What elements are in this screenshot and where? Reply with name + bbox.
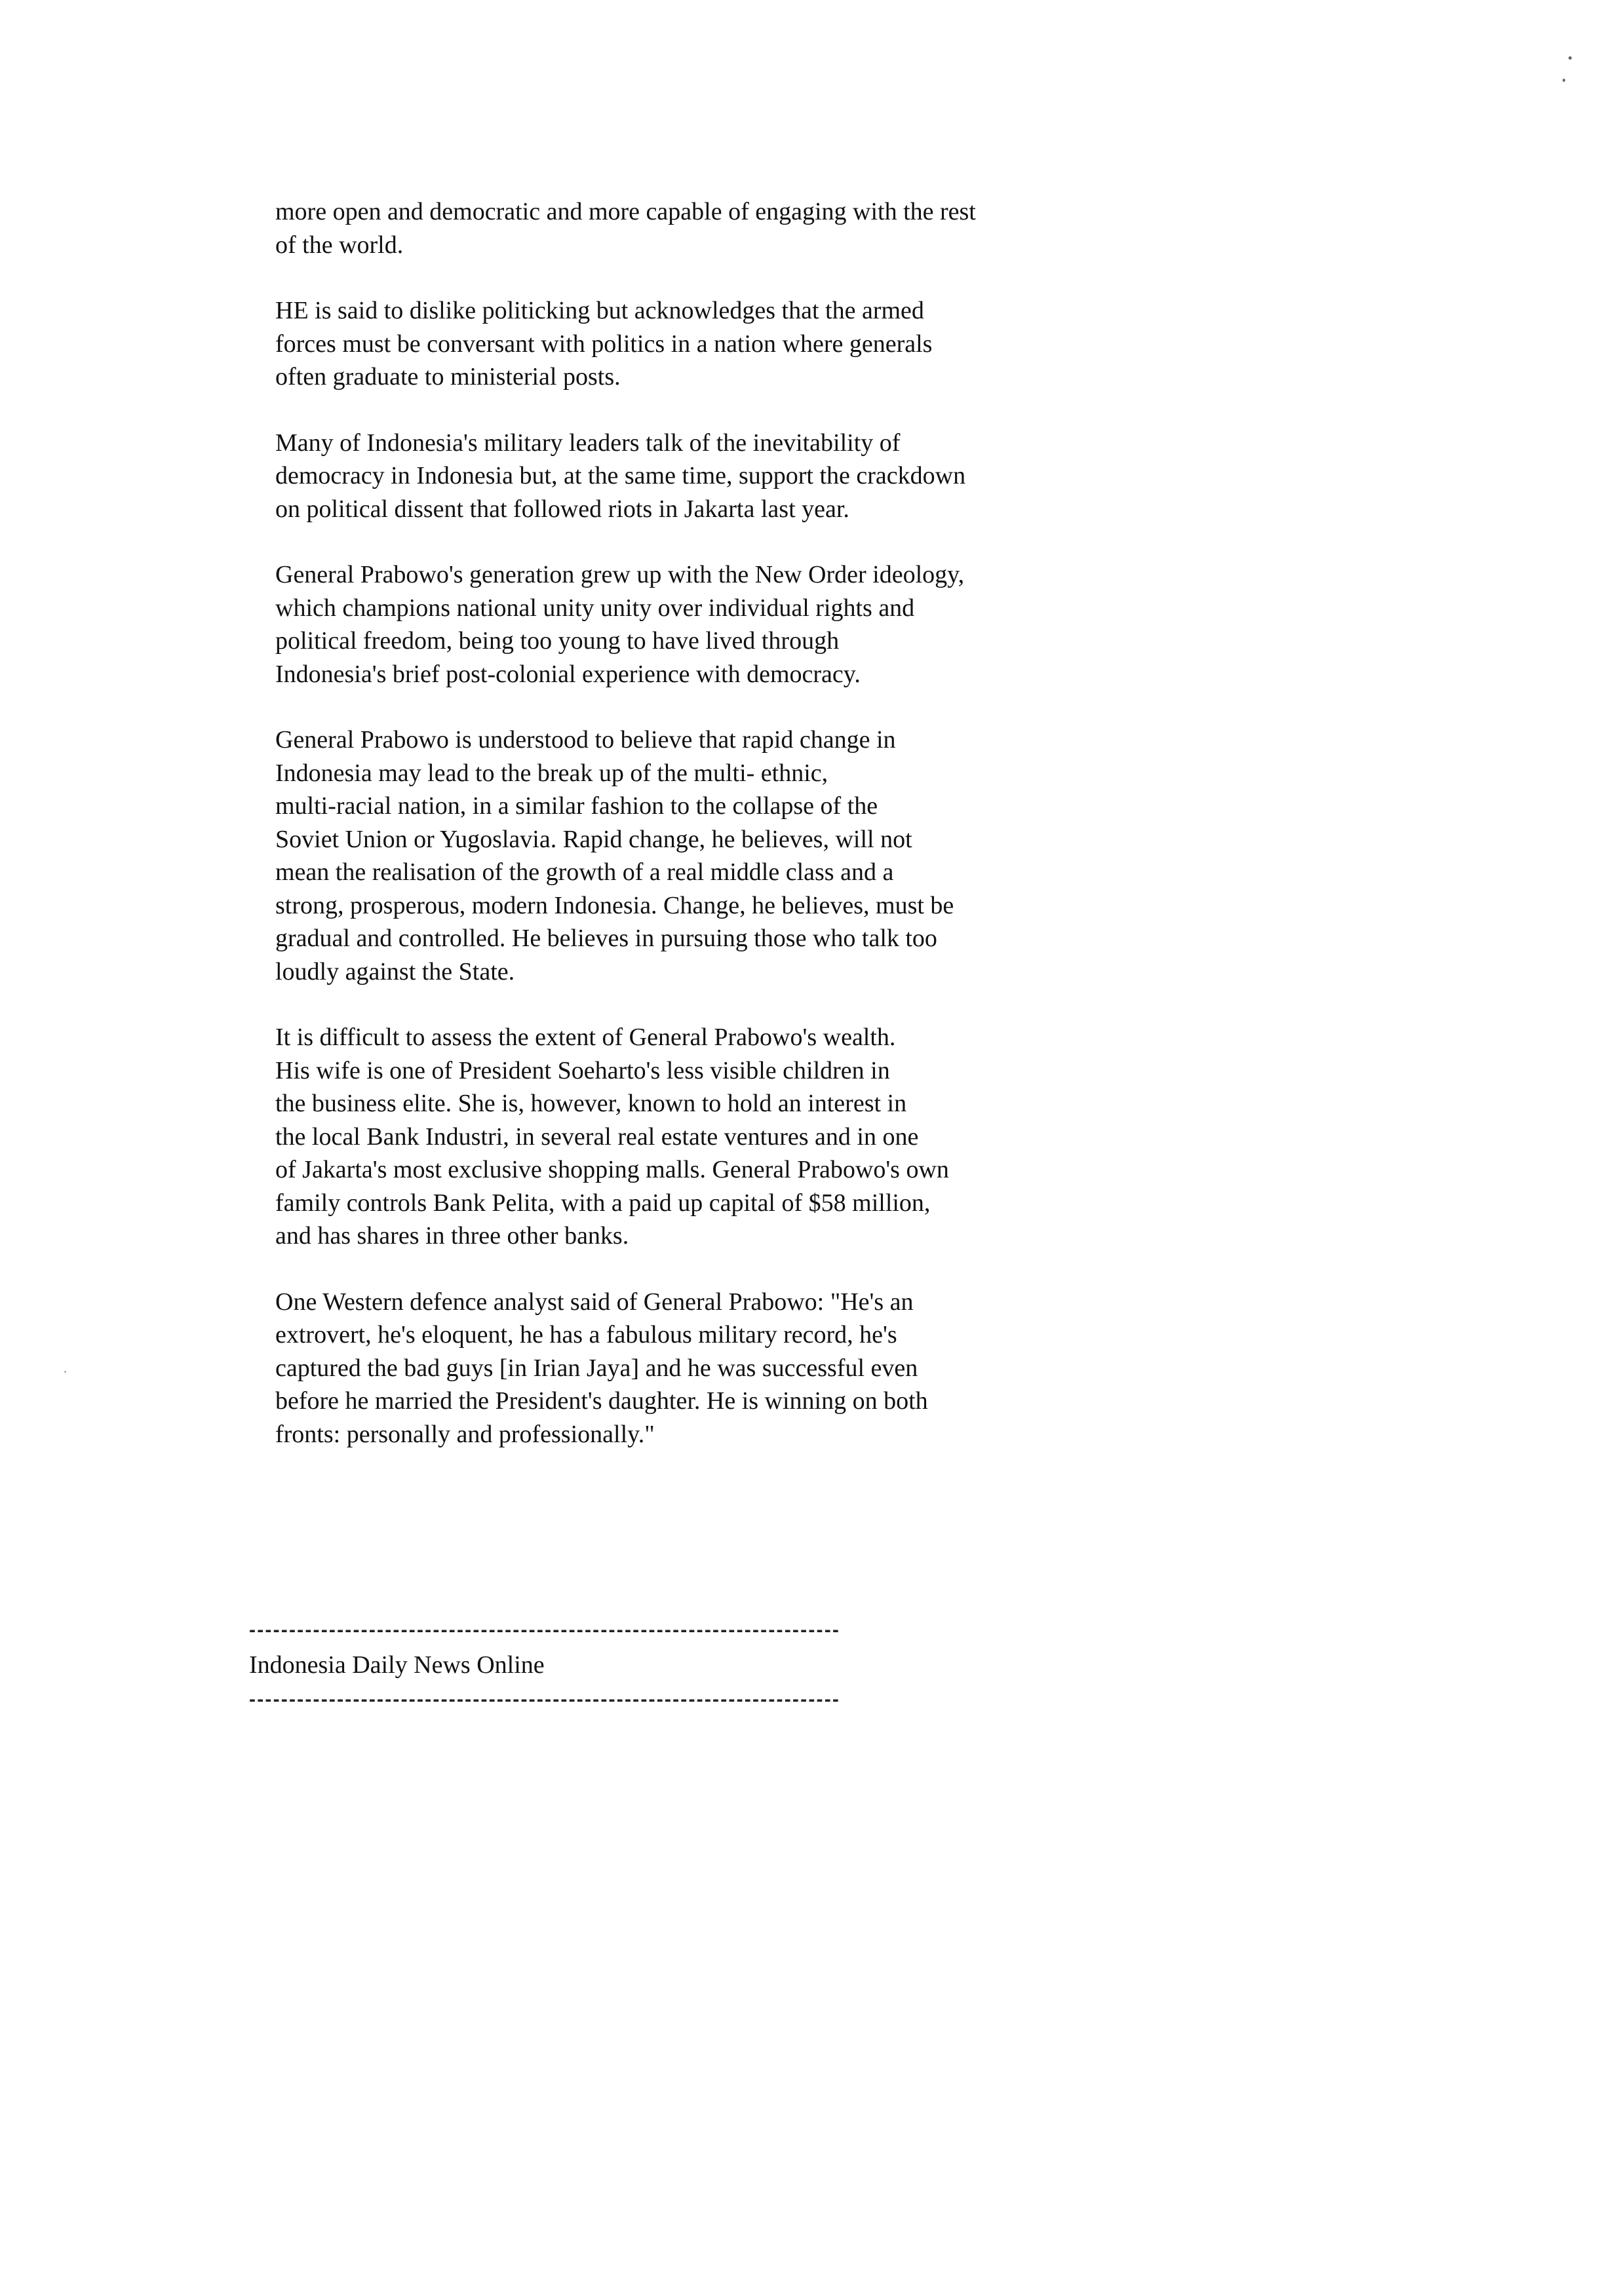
- scan-speck: [1563, 79, 1565, 82]
- paragraph-1: [275, 195, 1101, 261]
- text-line: One Western defence analyst said of General Prabowo: "He's an: [275, 1288, 914, 1316]
- text-line: and has shares in three other banks.: [275, 1222, 629, 1250]
- text-line: democracy in Indonesia but, at the same time, support the crackdown: [275, 462, 966, 489]
- paragraph-2: [275, 294, 1101, 394]
- paragraph-3: [275, 427, 1101, 526]
- text-line: Indonesia may lead to the break up of the multi- ethnic,: [275, 759, 828, 787]
- text-line: political freedom, being too young to have lived through: [275, 627, 840, 655]
- text-line: HE is said to dislike politicking but acknowledges that the armed: [275, 297, 924, 324]
- text-line: which champions national unity unity over individual rights and: [275, 594, 915, 622]
- text-line: the business elite. She is, however, known to hold an interest in: [275, 1090, 907, 1117]
- footer: [249, 1617, 970, 1713]
- paragraph-7: [275, 1286, 1101, 1451]
- paragraph-5: [275, 723, 1101, 988]
- scan-speck: [64, 1371, 66, 1373]
- text-line: the local Bank Industri, in several real estate ventures and in one: [275, 1122, 919, 1151]
- text-line: Many of Indonesia's military leaders talk of the inevitability of: [275, 429, 901, 457]
- text-line: Indonesia's brief post-colonial experience with democracy.: [275, 660, 861, 688]
- text-line: forces must be conversant with politics in a nation where generals: [275, 330, 933, 358]
- text-line: multi-racial nation, in a similar fashion to the collapse of the: [275, 792, 878, 820]
- text-line: family controls Bank Pelita, with a paid up capital of $58 million,: [275, 1189, 931, 1217]
- article-body: [275, 195, 1101, 1483]
- text-line: before he married the President's daughter. He is winning on both: [275, 1387, 928, 1415]
- text-line: strong, prosperous, modern Indonesia. Change, he believes, must be: [275, 891, 954, 919]
- text-line: fronts: personally and professionally.": [275, 1420, 655, 1448]
- paragraph-4: [275, 558, 1101, 691]
- text-line: more open and democratic and more capable of engaging with the rest: [275, 198, 976, 225]
- text-line: captured the bad guys [in Irian Jaya] and he was successful even: [275, 1354, 918, 1382]
- text-line: General Prabowo is understood to believe that rapid change in: [275, 726, 896, 754]
- text-line: on political dissent that followed riots in Jakarta last year.: [275, 495, 849, 523]
- text-line: mean the realisation of the growth of a real middle class and a: [275, 858, 894, 886]
- text-line: of Jakarta's most exclusive shopping malls. General Prabowo's own: [275, 1156, 949, 1183]
- divider-top: --------------------------------------------------------------------------: [249, 1619, 841, 1641]
- text-line: Soviet Union or Yugoslavia. Rapid change, he believes, will not: [275, 825, 912, 853]
- text-line: extrovert, he's eloquent, he has a fabulous military record, he's: [275, 1321, 897, 1349]
- text-line: His wife is one of President Soeharto's less visible children in: [275, 1056, 890, 1084]
- source-label: Indonesia Daily News Online: [249, 1651, 545, 1679]
- text-line: often graduate to ministerial posts.: [275, 363, 621, 391]
- text-line: loudly against the State.: [275, 957, 515, 985]
- paragraph-6: [275, 1021, 1101, 1253]
- text-line: General Prabowo's generation grew up with the New Order ideology,: [275, 561, 965, 588]
- scan-speck: [1568, 56, 1572, 60]
- text-line: gradual and controlled. He believes in pursuing those who talk too: [275, 925, 937, 952]
- text-line: It is difficult to assess the extent of General Prabowo's wealth.: [275, 1024, 896, 1051]
- divider-bottom: --------------------------------------------------------------------------: [249, 1689, 841, 1710]
- text-line: of the world.: [275, 231, 404, 259]
